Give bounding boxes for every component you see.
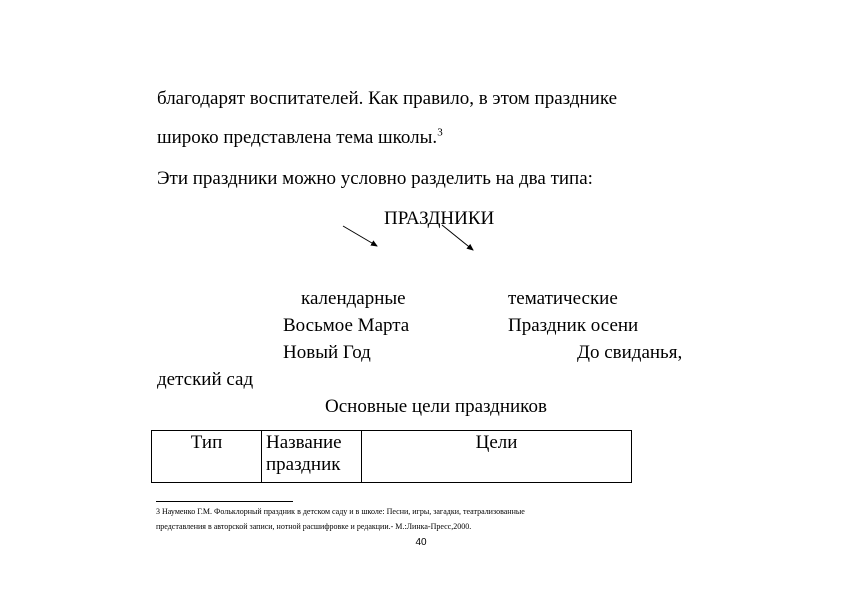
header-name: Название праздник: [262, 431, 362, 483]
paragraph-line-2: [157, 127, 443, 149]
arrow-left: [343, 226, 377, 246]
diagram-root: ПРАЗДНИКИ: [384, 208, 495, 229]
footnote-reference: 3: [437, 126, 443, 139]
table-caption: Основные цели праздников: [325, 396, 547, 417]
page-number: 40: [415, 537, 427, 548]
paragraph-line-1: благодарят воспитателей. Как правило, в этом празднике: [157, 88, 618, 109]
table-header-row: [152, 431, 632, 483]
left-branch-title: календарные: [301, 288, 406, 309]
right-branch-item-2: До свиданья,: [577, 342, 683, 363]
arrow-right: [442, 225, 473, 250]
footnote-divider: [156, 501, 293, 502]
paragraph-line-3: Эти праздники можно условно разделить на два типа:: [157, 168, 593, 189]
right-branch-title: тематические: [508, 288, 618, 309]
right-branch-item-1: Праздник осени: [508, 315, 639, 336]
diagram-arrows: [330, 220, 490, 260]
left-branch-item-1: Восьмое Марта: [283, 315, 410, 336]
footnote-line-1: 3 Науменко Г.М. Фольклорный праздник в детском саду и в школе: Песни, игры, загадки, театрализованные: [156, 507, 525, 516]
header-type: Тип: [152, 431, 262, 483]
header-goals: Цели: [362, 431, 632, 483]
left-branch-item-2: Новый Год: [283, 342, 371, 363]
right-branch-continuation: детский сад: [157, 369, 254, 390]
paragraph-line-2-text: широко представлена тема школы.: [157, 127, 438, 148]
footnote-line-2: представления в авторской записи, нотной расшифровке и редакции.- М.:Линка-Пресс,2000.: [156, 522, 472, 531]
goals-table: [151, 430, 632, 483]
